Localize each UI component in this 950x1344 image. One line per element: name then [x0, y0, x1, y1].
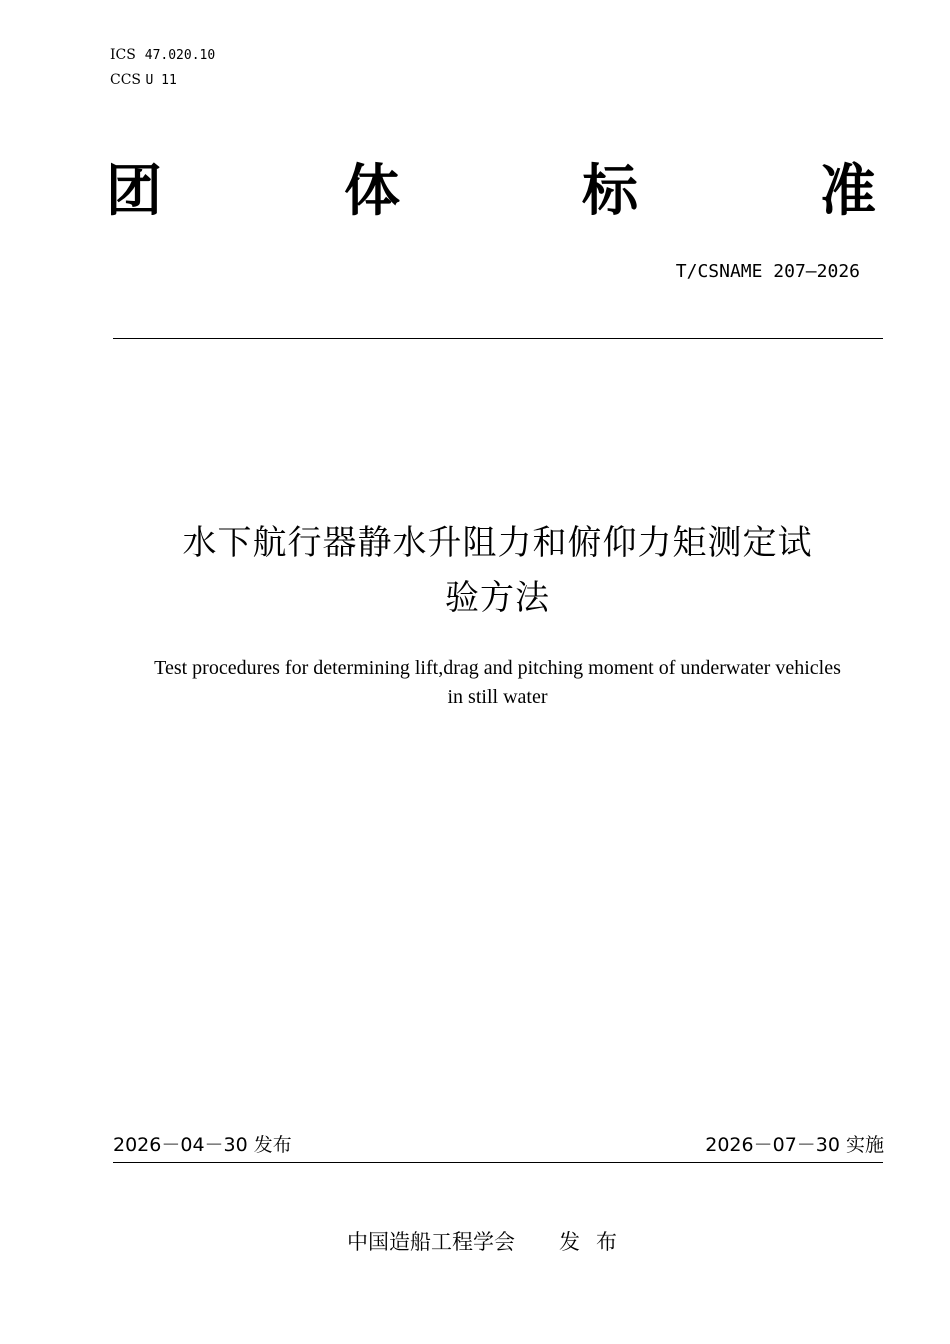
ccs-code	[110, 71, 177, 90]
implement-date: 2026－07－30 实施	[705, 1134, 884, 1156]
title-en-line-1: Test procedures for determining lift,drag and pitching moment of underwater vehicles	[154, 657, 841, 679]
standard-number: T/CSNAME 207—2026	[675, 261, 860, 282]
ics-value: 47.020.10	[144, 48, 216, 63]
title-char-3: 标	[582, 159, 638, 224]
document-type-title	[106, 160, 876, 224]
ics-label: ICS	[110, 47, 136, 63]
publisher-organization: 中国造船工程学会	[347, 1230, 515, 1254]
title-cn-line-1: 水下航行器静水升阻力和俯仰力矩测定试	[182, 523, 813, 563]
header-divider	[113, 338, 883, 339]
title-char-1: 团	[106, 159, 162, 224]
ccs-label: CCS	[110, 72, 142, 88]
title-cn-line-2: 验方法	[445, 578, 550, 618]
publisher-action: 发布	[559, 1230, 633, 1254]
ics-code	[110, 46, 215, 65]
title-en-line-2: in still water	[447, 686, 548, 708]
ccs-value: U 11	[145, 73, 177, 88]
footer-divider	[113, 1162, 883, 1163]
publish-date: 2026－04－30 发布	[113, 1134, 292, 1156]
title-char-4: 准	[820, 159, 876, 224]
title-char-2: 体	[344, 159, 400, 224]
publisher	[347, 1228, 633, 1256]
